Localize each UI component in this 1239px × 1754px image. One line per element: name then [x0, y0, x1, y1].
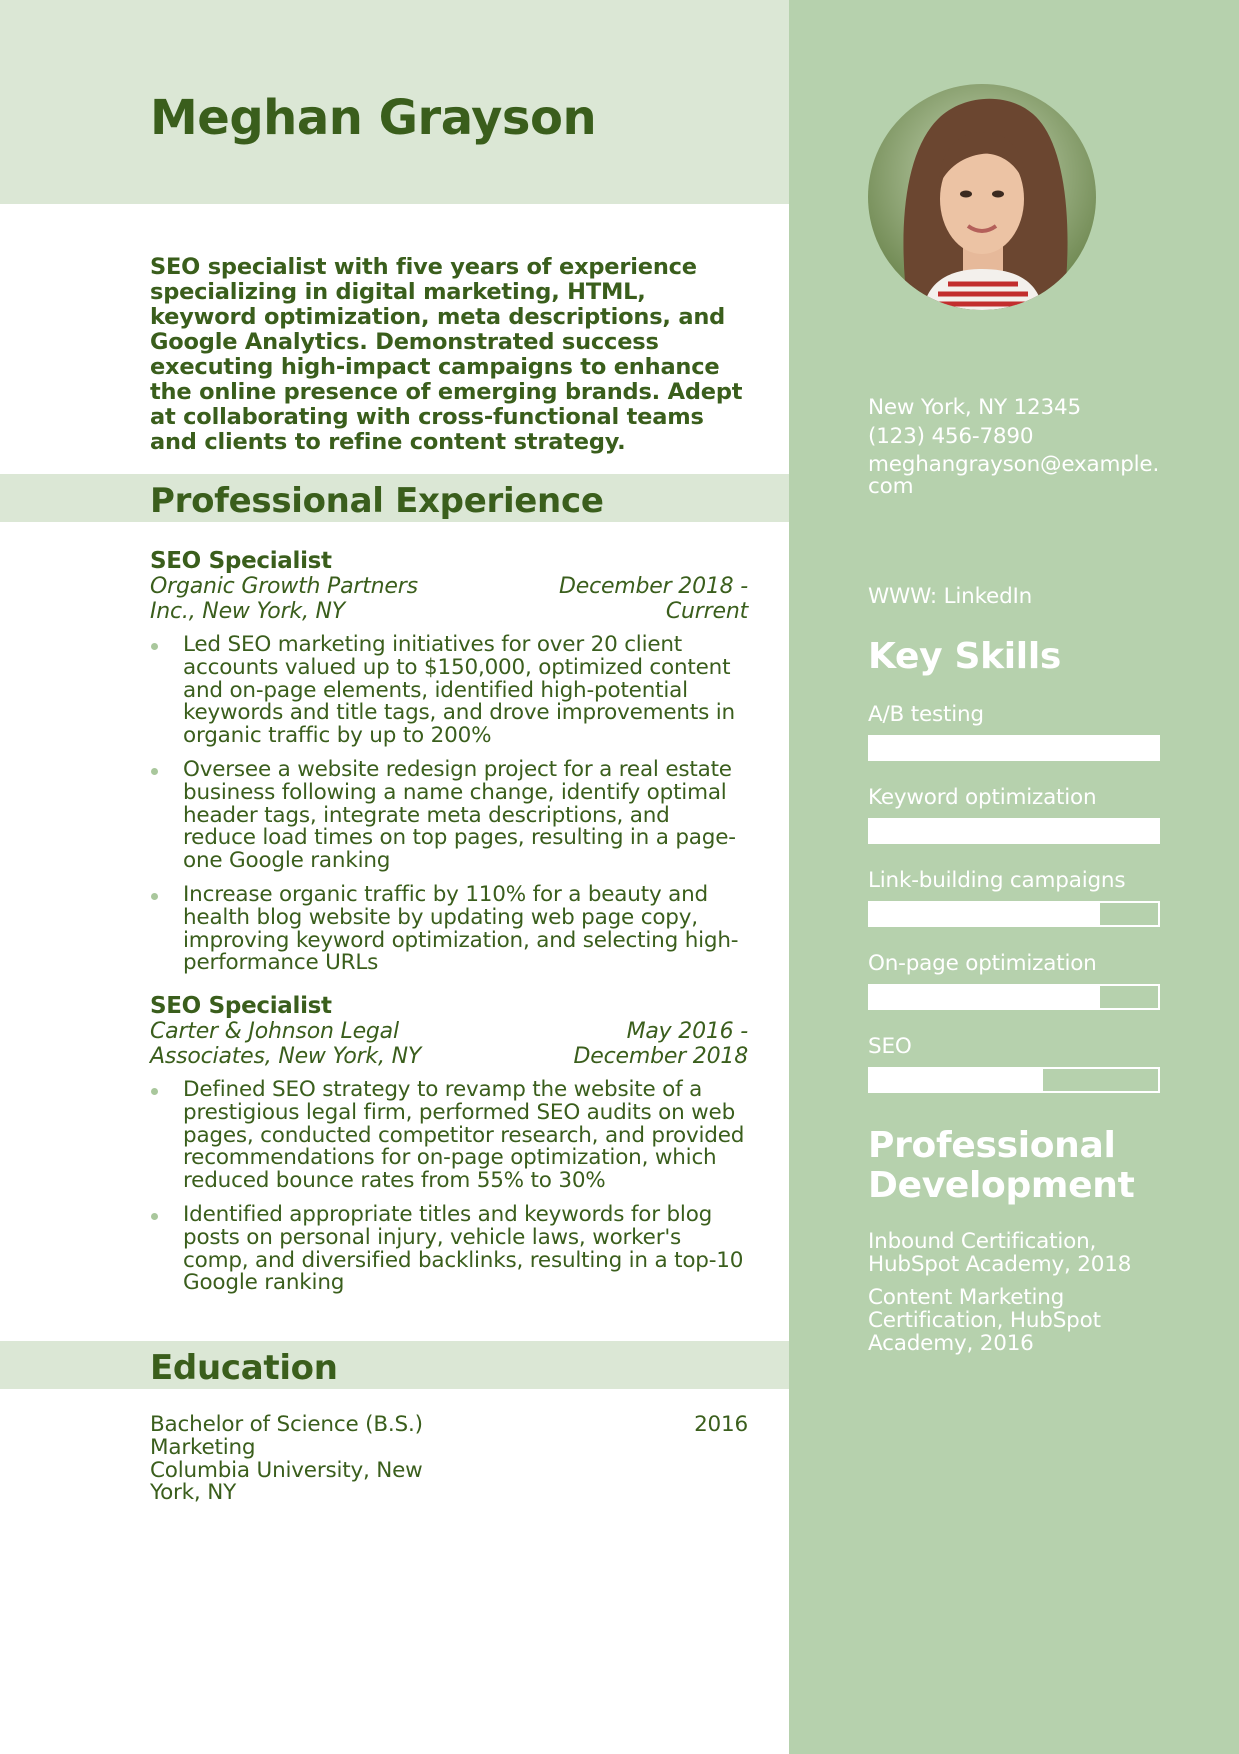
skill-bar [868, 1067, 1160, 1093]
development-item: Content Marketing Certification, HubSpot Academy, 2016 [868, 1285, 1101, 1356]
candidate-name: Meghan Grayson [150, 90, 597, 146]
education-year: 2016 [694, 1412, 748, 1437]
skill-item [868, 952, 1160, 1010]
contact-email-part1: meghangrayson@example. [868, 452, 1160, 477]
skill-bar-fill [870, 1069, 1043, 1091]
skill-bar [868, 901, 1160, 927]
skill-bar [868, 984, 1160, 1010]
contact-info [868, 396, 1168, 503]
skill-bar-fill [870, 737, 1158, 759]
skill-bar [868, 818, 1160, 844]
skill-label: Link-building campaigns [868, 868, 1126, 893]
education-entry [150, 1414, 748, 1505]
skill-item [868, 869, 1160, 927]
profile-photo [868, 84, 1096, 310]
job-meta [150, 574, 748, 624]
skill-bar-fill [870, 986, 1100, 1008]
skill-label: Keyword optimization [868, 785, 1097, 810]
development-item: Inbound Certification, HubSpot Academy, 2018 [868, 1229, 1132, 1277]
job-entry-2 [150, 993, 748, 1306]
education-field: Marketing [150, 1434, 256, 1460]
skill-item [868, 1035, 1160, 1093]
job-entry-1 [150, 548, 748, 986]
skills-heading: Key Skills [868, 636, 1061, 677]
job-bullet: Led SEO marketing initiatives for over 20 client accounts valued up to $150,000, optimized content and on-page elements, identified high-potential keywords and title tags, and drove improvements in organic traffic by up to 200% [150, 634, 748, 748]
job-dates: May 2016 - December 2018 [573, 1019, 748, 1069]
job-title: SEO Specialist [150, 993, 332, 1019]
education-heading: Education [150, 1348, 338, 1388]
development-heading-line1: Professional [868, 1125, 1116, 1166]
education-heading-band [0, 1341, 789, 1389]
job-bullets [150, 634, 748, 975]
portrait-image [868, 84, 1096, 310]
skill-bar [868, 735, 1160, 761]
contact-phone: (123) 456-7890 [868, 424, 1034, 449]
skill-bar-fill [870, 820, 1158, 842]
job-bullet: Identified appropriate titles and keywords for blog posts on personal injury, vehicle laws, worker's comp, and diversified backlinks, resulting in a top-10 Google ranking [150, 1204, 748, 1295]
development-heading [868, 1126, 1135, 1206]
skill-item [868, 703, 1160, 761]
professional-summary: SEO specialist with five years of experience specializing in digital marketing, HTML, keyword optimization, meta descriptions, and Google Analytics. Demonstrated success executing high-impact campaigns to enhance the online presence of emerging brands. Adept at collaborating with cross-functional teams and clients to refine content strategy. [150, 254, 743, 455]
contact-email-part2: com [868, 474, 914, 499]
experience-heading: Professional Experience [150, 481, 604, 521]
contact-address: New York, NY 12345 [868, 395, 1081, 420]
job-meta [150, 1019, 748, 1069]
development-heading-line2: Development [868, 1165, 1135, 1206]
job-dates: December 2018 - Current [559, 574, 748, 624]
job-bullet: Oversee a website redesign project for a real estate business following a name change, identify optimal header tags, integrate meta descriptions, and reduce load times on top pages, resulting in a page-one Google ranking [150, 759, 748, 873]
job-bullet: Defined SEO strategy to revamp the website of a prestigious legal firm, performed SEO audits on web pages, conducted competitor research, and provided recommendations for on-page optimization, which reduced bounce rates from 55% to 30% [150, 1079, 748, 1193]
job-title: SEO Specialist [150, 548, 332, 574]
linkedin-link[interactable]: WWW: LinkedIn [868, 584, 1033, 609]
skill-bar-fill [870, 903, 1100, 925]
job-company: Carter & Johnson Legal Associates, New York, NY [150, 1019, 422, 1069]
job-company: Organic Growth Partners Inc., New York, NY [150, 574, 418, 624]
job-bullet: Increase organic traffic by 110% for a beauty and health blog website by updating web page copy, improving keyword optimization, and selecting high-performance URLs [150, 884, 748, 975]
skill-label: A/B testing [868, 702, 984, 727]
skill-label: On-page optimization [868, 951, 1097, 976]
skill-label: SEO [868, 1034, 912, 1059]
experience-heading-band [0, 474, 789, 522]
contact-email[interactable] [868, 454, 1168, 498]
education-degree: Bachelor of Science (B.S.) [150, 1412, 423, 1437]
education-school: Columbia University, New York, NY [150, 1457, 423, 1506]
job-bullets [150, 1079, 748, 1295]
skill-item [868, 786, 1160, 844]
